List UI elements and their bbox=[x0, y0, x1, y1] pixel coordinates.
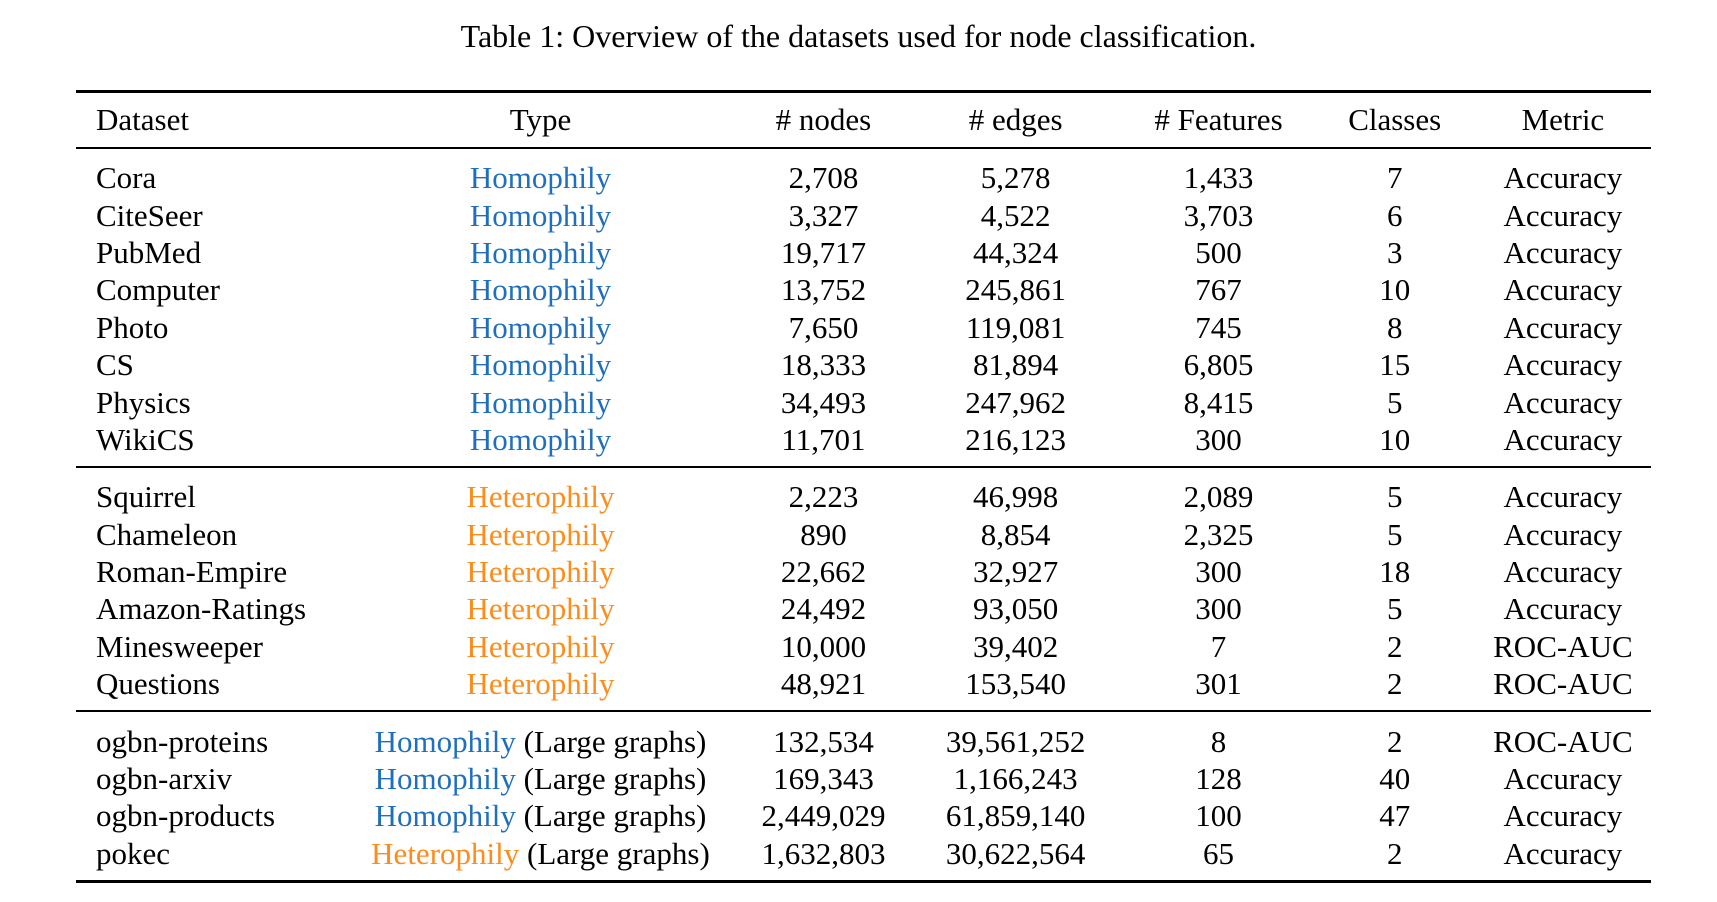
classes-cell: 10 bbox=[1379, 421, 1411, 457]
type-cell bbox=[343, 711, 738, 759]
edges-cell: 5,278 bbox=[980, 160, 1051, 196]
dataset-cell: Squirrel bbox=[96, 479, 196, 515]
metric-cell: ROC-AUC bbox=[1493, 628, 1633, 664]
header-type: Type bbox=[509, 102, 572, 137]
features-cell: 7 bbox=[1210, 628, 1227, 664]
type-label: Homophily bbox=[469, 197, 612, 233]
table-row bbox=[76, 346, 1651, 383]
type-cell bbox=[343, 148, 738, 196]
dataset-cell: pokec bbox=[96, 835, 171, 871]
edges-cell: 153,540 bbox=[965, 666, 1066, 702]
metric-cell: Accuracy bbox=[1503, 516, 1623, 552]
features-cell: 301 bbox=[1195, 666, 1242, 702]
nodes-cell: 7,650 bbox=[788, 309, 859, 345]
table-row bbox=[76, 553, 1651, 590]
header-edges: # edges bbox=[968, 102, 1063, 137]
type-cell bbox=[343, 760, 738, 797]
table-row bbox=[76, 760, 1651, 797]
classes-cell: 2 bbox=[1386, 723, 1403, 759]
edges-cell: 119,081 bbox=[965, 309, 1066, 345]
nodes-cell: 3,327 bbox=[788, 197, 859, 233]
type-cell bbox=[343, 835, 738, 882]
dataset-cell: ogbn-products bbox=[96, 798, 276, 834]
edges-cell: 39,402 bbox=[973, 628, 1059, 664]
classes-cell: 5 bbox=[1386, 479, 1403, 515]
table-row bbox=[76, 835, 1651, 882]
type-cell bbox=[343, 346, 738, 383]
type-cell bbox=[343, 421, 738, 467]
metric-cell: Accuracy bbox=[1503, 591, 1623, 627]
features-cell: 767 bbox=[1195, 272, 1242, 308]
dataset-cell: Chameleon bbox=[96, 516, 238, 552]
features-cell: 128 bbox=[1195, 761, 1242, 797]
features-cell: 500 bbox=[1195, 234, 1242, 270]
table-group bbox=[76, 467, 1651, 711]
type-label: Homophily bbox=[469, 421, 612, 457]
metric-cell: Accuracy bbox=[1503, 347, 1623, 383]
type-label: Homophily bbox=[469, 347, 612, 383]
dataset-cell: Computer bbox=[96, 272, 220, 308]
type-label: Homophily bbox=[469, 309, 612, 345]
metric-cell: Accuracy bbox=[1503, 761, 1623, 797]
nodes-cell: 169,343 bbox=[773, 761, 874, 797]
features-cell: 300 bbox=[1195, 421, 1242, 457]
nodes-cell: 13,752 bbox=[780, 272, 867, 308]
type-suffix: (Large graphs) bbox=[515, 723, 707, 759]
edges-cell: 61,859,140 bbox=[945, 798, 1086, 834]
dataset-cell: Amazon-Ratings bbox=[96, 591, 307, 627]
table-row bbox=[76, 628, 1651, 665]
dataset-cell: WikiCS bbox=[96, 421, 195, 457]
metric-cell: Accuracy bbox=[1503, 479, 1623, 515]
nodes-cell: 24,492 bbox=[780, 591, 867, 627]
type-suffix: (Large graphs) bbox=[519, 835, 710, 871]
edges-cell: 32,927 bbox=[973, 554, 1059, 590]
nodes-cell: 1,632,803 bbox=[761, 835, 886, 871]
edges-cell: 46,998 bbox=[973, 479, 1059, 515]
edges-cell: 8,854 bbox=[980, 516, 1051, 552]
type-label: Heterophily bbox=[466, 628, 615, 664]
type-label: Heterophily bbox=[466, 666, 615, 702]
classes-cell: 7 bbox=[1386, 160, 1403, 196]
dataset-cell: Cora bbox=[96, 160, 157, 196]
metric-cell: Accuracy bbox=[1503, 234, 1623, 270]
edges-cell: 216,123 bbox=[965, 421, 1066, 457]
table-group bbox=[76, 148, 1651, 467]
type-cell bbox=[343, 553, 738, 590]
features-cell: 100 bbox=[1195, 798, 1242, 834]
type-label: Homophily bbox=[469, 234, 612, 270]
type-label: Heterophily bbox=[466, 591, 615, 627]
nodes-cell: 11,701 bbox=[781, 421, 866, 457]
type-cell bbox=[343, 271, 738, 308]
dataset-cell: CS bbox=[96, 347, 134, 383]
classes-cell: 18 bbox=[1379, 554, 1411, 590]
header-metric: Metric bbox=[1521, 102, 1605, 137]
classes-cell: 3 bbox=[1386, 234, 1403, 270]
classes-cell: 5 bbox=[1386, 516, 1403, 552]
table-row bbox=[76, 421, 1651, 467]
type-label: Homophily bbox=[374, 761, 516, 797]
dataset-cell: Minesweeper bbox=[96, 628, 263, 664]
type-cell bbox=[343, 234, 738, 271]
dataset-cell: ogbn-proteins bbox=[96, 723, 269, 759]
edges-cell: 44,324 bbox=[973, 234, 1059, 270]
metric-cell: Accuracy bbox=[1503, 798, 1623, 834]
nodes-cell: 22,662 bbox=[780, 554, 867, 590]
nodes-cell: 48,921 bbox=[780, 666, 867, 702]
type-cell bbox=[343, 628, 738, 665]
table-row bbox=[76, 309, 1651, 346]
table-row bbox=[76, 234, 1651, 271]
nodes-cell: 34,493 bbox=[780, 384, 867, 420]
features-cell: 8 bbox=[1210, 723, 1227, 759]
type-label: Homophily bbox=[374, 723, 516, 759]
nodes-cell: 19,717 bbox=[780, 234, 867, 270]
metric-cell: Accuracy bbox=[1503, 835, 1623, 871]
features-cell: 1,433 bbox=[1183, 160, 1254, 196]
table-row bbox=[76, 516, 1651, 553]
type-cell bbox=[343, 383, 738, 420]
classes-cell: 40 bbox=[1379, 761, 1411, 797]
nodes-cell: 132,534 bbox=[773, 723, 874, 759]
type-label: Homophily bbox=[374, 798, 516, 834]
header-features: # Features bbox=[1154, 102, 1283, 137]
datasets-table bbox=[76, 90, 1651, 883]
type-cell bbox=[343, 467, 738, 515]
metric-cell: ROC-AUC bbox=[1493, 666, 1633, 702]
type-label: Heterophily bbox=[466, 516, 615, 552]
features-cell: 2,089 bbox=[1183, 479, 1254, 515]
metric-cell: Accuracy bbox=[1503, 197, 1623, 233]
features-cell: 8,415 bbox=[1183, 384, 1254, 420]
header-dataset: Dataset bbox=[96, 102, 189, 137]
dataset-cell: ogbn-arxiv bbox=[96, 761, 233, 797]
header-row bbox=[76, 92, 1651, 149]
type-label: Homophily bbox=[469, 160, 612, 196]
type-cell bbox=[343, 590, 738, 627]
edges-cell: 245,861 bbox=[965, 272, 1066, 308]
type-cell bbox=[343, 797, 738, 834]
metric-cell: Accuracy bbox=[1503, 384, 1623, 420]
table-row bbox=[76, 711, 1651, 759]
classes-cell: 2 bbox=[1386, 666, 1403, 702]
dataset-cell: Questions bbox=[96, 666, 220, 702]
table-row bbox=[76, 271, 1651, 308]
nodes-cell: 2,223 bbox=[788, 479, 859, 515]
type-label: Heterophily bbox=[466, 479, 615, 515]
features-cell: 3,703 bbox=[1183, 197, 1254, 233]
table-row bbox=[76, 383, 1651, 420]
dataset-cell: PubMed bbox=[96, 234, 202, 270]
dataset-cell: Physics bbox=[96, 384, 191, 420]
nodes-cell: 2,708 bbox=[788, 160, 859, 196]
table-row bbox=[76, 467, 1651, 515]
table-row bbox=[76, 665, 1651, 711]
classes-cell: 2 bbox=[1386, 835, 1403, 871]
classes-cell: 15 bbox=[1379, 347, 1411, 383]
classes-cell: 10 bbox=[1379, 272, 1411, 308]
metric-cell: Accuracy bbox=[1503, 160, 1623, 196]
classes-cell: 47 bbox=[1379, 798, 1411, 834]
dataset-cell: CiteSeer bbox=[96, 197, 203, 233]
features-cell: 6,805 bbox=[1183, 347, 1254, 383]
metric-cell: Accuracy bbox=[1503, 272, 1623, 308]
nodes-cell: 890 bbox=[800, 516, 847, 552]
nodes-cell: 2,449,029 bbox=[761, 798, 886, 834]
features-cell: 745 bbox=[1195, 309, 1242, 345]
type-label: Homophily bbox=[469, 384, 612, 420]
features-cell: 2,325 bbox=[1183, 516, 1254, 552]
table-caption: Table 1: Overview of the datasets used for node classification. bbox=[460, 18, 1257, 54]
metric-cell: Accuracy bbox=[1503, 421, 1623, 457]
features-cell: 65 bbox=[1203, 835, 1234, 871]
table-row bbox=[76, 590, 1651, 627]
edges-cell: 247,962 bbox=[965, 384, 1066, 420]
classes-cell: 5 bbox=[1386, 384, 1403, 420]
type-label: Heterophily bbox=[371, 835, 520, 871]
type-label: Heterophily bbox=[466, 554, 615, 590]
header-classes: Classes bbox=[1348, 102, 1442, 137]
edges-cell: 30,622,564 bbox=[945, 835, 1086, 871]
type-suffix: (Large graphs) bbox=[515, 798, 707, 834]
type-cell bbox=[343, 309, 738, 346]
metric-cell: Accuracy bbox=[1503, 554, 1623, 590]
edges-cell: 81,894 bbox=[973, 347, 1059, 383]
metric-cell: ROC-AUC bbox=[1493, 723, 1633, 759]
table-row bbox=[76, 196, 1651, 233]
classes-cell: 2 bbox=[1386, 628, 1403, 664]
nodes-cell: 10,000 bbox=[780, 628, 867, 664]
type-cell bbox=[343, 196, 738, 233]
dataset-cell: Roman-Empire bbox=[96, 554, 288, 590]
table-group bbox=[76, 711, 1651, 881]
classes-cell: 8 bbox=[1386, 309, 1403, 345]
classes-cell: 6 bbox=[1386, 197, 1403, 233]
features-cell: 300 bbox=[1195, 554, 1242, 590]
metric-cell: Accuracy bbox=[1503, 309, 1623, 345]
table-row bbox=[76, 797, 1651, 834]
edges-cell: 4,522 bbox=[980, 197, 1051, 233]
type-cell bbox=[343, 516, 738, 553]
header-nodes: # nodes bbox=[775, 102, 872, 137]
table-row bbox=[76, 148, 1651, 196]
classes-cell: 5 bbox=[1386, 591, 1403, 627]
type-cell bbox=[343, 665, 738, 711]
edges-cell: 93,050 bbox=[973, 591, 1059, 627]
type-suffix: (Large graphs) bbox=[515, 761, 707, 797]
type-label: Homophily bbox=[469, 272, 612, 308]
dataset-cell: Photo bbox=[96, 309, 169, 345]
edges-cell: 39,561,252 bbox=[945, 723, 1086, 759]
nodes-cell: 18,333 bbox=[780, 347, 867, 383]
edges-cell: 1,166,243 bbox=[953, 761, 1078, 797]
features-cell: 300 bbox=[1195, 591, 1242, 627]
